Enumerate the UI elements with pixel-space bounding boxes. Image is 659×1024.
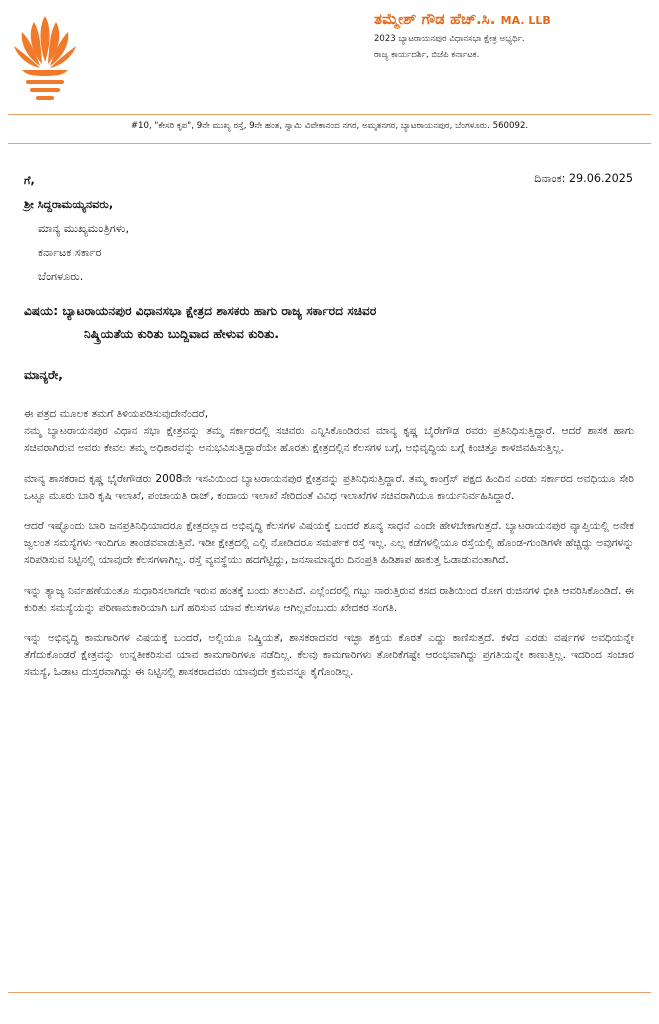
recipient-name: ಶ್ರೀ ಸಿದ್ದರಾಮಯ್ಯನವರು, [24, 198, 114, 211]
letterhead-address: #10, "ಕೇಸರಿ ಕೃಪ", 9ನೇ ಮುಖ್ಯ ರಸ್ತೆ, 9ನೇ ಹಂತ, ಸ್ವಾಮಿ ವಿವೇಕಾನಂದ ನಗರ, ಅಮೃತನಗರ, ಬ್ಯಾಟರಾಯನಪುರ, ಬೆಂಗಳೂರು. 560092. [130, 121, 529, 131]
body-paragraph: ನಮ್ಮ ಬ್ಯಾಟರಾಯನಪುರ ವಿಧಾನ ಸಭಾ ಕ್ಷೇತ್ರವನ್ನು ತಮ್ಮ ಸರ್ಕಾರದಲ್ಲಿ ಸಚಿವರು ಎನ್ನಿಸಿಕೊಂಡಿರುವ ಮಾನ್ಯ ಕೃಷ್ಣ ಬೈರೇಗೌಡ ರವರು ಪ್ರತಿನಿಧಿಸುತ್ತಿದ್ದಾರೆ. ಆದರೆ ಶಾಸಕ ಹಾಗು ಸಚಿವರಾಗಿರುವ ಅವರು ಕೇವಲ ತಮ್ಮ ಅಧಿಕಾರವನ್ನು ಅನುಭವಿಸುತ್ತಿದ್ದಾರೆಯೇ ಹೊರತು ಕ್ಷೇತ್ರದಲ್ಲಿನ ಕೆಲಸಗಳ ಬಗ್ಗೆ, ಅಭಿವೃದ್ಧಿಯ ಬಗ್ಗೆ ಕಿಂಚಿತ್ತೂ ಕಾಳಜಿವಹಿಸುತ್ತಿಲ್ಲ. [24, 425, 634, 455]
recipient-city: ಬೆಂಗಳೂರು. [38, 270, 84, 283]
header-divider [8, 114, 651, 115]
salutation: ಮಾನ್ಯರೇ, [24, 368, 63, 382]
to-label: ಗೆ, [24, 174, 35, 187]
subject-block [24, 300, 624, 346]
address-divider [8, 143, 651, 144]
recipient-block [24, 172, 129, 286]
footer-divider [8, 992, 651, 993]
body-paragraph: ಆದರೆ ಇಷ್ಟೊಂದು ಬಾರಿ ಜನಪ್ರತಿನಿಧಿಯಾದರೂ ಕ್ಷೇತ್ರದಲ್ಲಾದ ಅಭಿವೃದ್ಧಿ ಕೆಲಸಗಳ ವಿಷಯಕ್ಕೆ ಬಂದರೆ ಶೂನ್ಯ ಸಾಧನೆ ಎಂದೇ ಹೇಳಬೇಕಾಗುತ್ತದೆ. ಬ್ಯಾಟರಾಯನಪುರ ವ್ಯಾಪ್ತಿಯಲ್ಲಿ ಅನೇಕ ಜ್ವಲಂತ ಸಮಸ್ಯೆಗಳು ಇಂದಿಗೂ ತಾಂಡವವಾಡುತ್ತಿವೆ. ಇಡೀ ಕ್ಷೇತ್ರದಲ್ಲಿ ಎಲ್ಲಿ ನೋಡಿದರೂ ಸಮರ್ಪಕ ರಸ್ತೆ ಇಲ್ಲ. ಎಲ್ಲ ಕಡೆಗಳಲ್ಲಿಯೂ ರಸ್ತೆಯಲ್ಲಿ ಹೊಂಡ-ಗುಂಡಿಗಳೇ ಹೆಚ್ಚಿದ್ದು ಅವುಗಳನ್ನು ಸರಿಪಡಿಸುವ ನಿಟ್ಟಿನಲ್ಲಿ ಯಾವುದೇ ಕೆಲಸಗಳಾಗಿಲ್ಲ. ರಸ್ತೆ ವ್ಯವಸ್ಥೆಯು ಹದಗೆಟ್ಟಿದ್ದು, ಜನಸಾಮಾನ್ಯರು ದಿನಂಪ್ರತಿ ಹಿಡಿಶಾಪ ಹಾಕುತ್ತ ಓಡಾಡುವಂತಾಗಿದೆ. [24, 520, 634, 567]
letter-body [24, 406, 634, 695]
letterhead-name [374, 10, 551, 28]
letterhead-degree: MA. LLB [500, 14, 551, 27]
body-paragraph: ಮಾನ್ಯ ಶಾಸಕರಾದ ಕೃಷ್ಣ ಭೈರೇಗೌಡರು 2008ನೇ ಇಸವಿಯಿಂದ ಬ್ಯಾಟರಾಯನಪುರ ಕ್ಷೇತ್ರವನ್ನು ಪ್ರತಿನಿಧಿಸುತ್ತಿದ್ದಾರೆ. ತಮ್ಮ ಕಾಂಗ್ರೆಸ್ ಪಕ್ಷದ ಹಿಂದಿನ ಎರಡು ಸರ್ಕಾರದ ಅವಧಿಯೂ ಸೇರಿ ಒಟ್ಟೂ ಮೂರು ಬಾರಿ ಕೃಷಿ ಇಲಾಖೆ, ಪಂಚಾಯತಿ ರಾಜ್, ಕಂದಾಯ ಇಲಾಖೆ ಸೇರಿದಂತೆ ವಿವಿಧ ಇಲಾಖೆಗಳ ಸಚಿವರಾಗಿಯೂ ಕಾರ್ಯನಿರ್ವಹಿಸಿದ್ದಾರೆ. [24, 472, 634, 502]
body-paragraph: ಇನ್ನು ತ್ಯಾಜ್ಯ ನಿರ್ವಹಣೆಯಂತೂ ಸುಧಾರಿಸಲಾಗದೇ ಇರುವ ಹಂತಕ್ಕೆ ಬಂದು ತಲುಪಿದೆ. ಎಲ್ಲೆಂದರಲ್ಲಿ ಗಬ್ಬು ನಾರುತ್ತಿರುವ ಕಸದ ರಾಶಿಯಿಂದ ರೋಗ ರುಜಿನಗಳ ಭೀತಿ ಆವರಿಸಿಕೊಂಡಿದೆ. ಈ ಕುರಿತು ಸಮಸ್ಯೆಯನ್ನು ಪರಿಣಾಮಕಾರಿಯಾಗಿ ಬಗೆ ಹರಿಸುವ ಯಾವ ಕೆಲಸಗಳೂ ಆಗಿಲ್ಲವೆಂಬುದು ಖೇದಕರ ಸಂಗತಿ. [24, 584, 634, 614]
recipient-org: ಕರ್ನಾಟಕ ಸರ್ಕಾರ [38, 246, 102, 259]
body-paragraph: ಇನ್ನು ಅಭಿವೃದ್ಧಿ ಕಾಮಗಾರಿಗಳ ವಿಷಯಕ್ಕೆ ಬಂದರೆ, ಅಲ್ಲಿಯೂ ನಿಷ್ಕ್ರಿಯತೆ, ಶಾಸಕರಾದವರ ಇಚ್ಛಾ ಶಕ್ತಿಯ ಕೊರತೆ ಎದ್ದು ಕಾಣಿಸುತ್ತದೆ. ಕಳೆದ ಎರಡು ವರ್ಷಗಳ ಅವಧಿಯನ್ನೇ ತೆಗೆದುಕೊಂಡರೆ ಕ್ಷೇತ್ರವನ್ನು ಉನ್ನತೀಕರಿಸುವ ಯಾವ ಕಾಮಗಾರಿಗಳೂ ನಡೆದಿಲ್ಲ. ಕೆಲವು ಕಾಮಗಾರಿಗಳು ತೋರಿಕೆಗಷ್ಟೇ ಆರಂಭವಾಗಿದ್ದು ಪ್ರಗತಿಯನ್ನೇ ಕಾಣುತ್ತಿಲ್ಲ. ಇದರಿಂದ ಸಂಚಾರ ಸಮಸ್ಯೆ, ಓಡಾಟ ದುಸ್ತರವಾಗಿದ್ದು ಈ ನಿಟ್ಟಿನಲ್ಲಿ ಶಾಸಕರಾದವರು ಯಾವುದೇ ಕ್ರಮವನ್ನೂ ಕೈಗೊಂಡಿಲ್ಲ. [24, 632, 634, 679]
letterhead-line1: 2023 ಬ್ಯಾಟರಾಯನಪುರ ವಿಧಾನಸಭಾ ಕ್ಷೇತ್ರ ಅಭ್ಯರ್ಥಿ. [374, 34, 525, 44]
subject-line1: ವಿಷಯ: ಬ್ಯಾಟರಾಯನಪುರ ವಿಧಾನಸಭಾ ಕ್ಷೇತ್ರದ ಶಾಸಕರು ಹಾಗು ರಾಜ್ಯ ಸರ್ಕಾರದ ಸಚಿವರ [24, 304, 377, 318]
letter-date: ದಿನಾಂಕ: 29.06.2025 [534, 172, 633, 185]
letterhead-name-text: ತಮ್ಮೇಶ್ ಗೌಡ ಹೆಚ್.ಸಿ. [374, 10, 496, 28]
body-paragraph: ಈ ಪತ್ರದ ಮೂಲಕ ತಮಗೆ ತಿಳಿಯಪಡಿಸುವುದೇನೆಂದರೆ, [24, 408, 209, 420]
subject-line2: ನಿಷ್ಕ್ರಿಯತೆಯ ಕುರಿತು ಬುದ್ದಿವಾದ ಹೇಳುವ ಕುರಿತು. [84, 327, 279, 341]
recipient-title: ಮಾನ್ಯ ಮುಖ್ಯಮಂತ್ರಿಗಳು, [38, 222, 130, 235]
letterhead-line2: ರಾಜ್ಯ ಕಾರ್ಯದರ್ಶಿ, ಬಿಜೆಪಿ ಕರ್ನಾಟಕ. [374, 50, 480, 60]
lotus-logo-icon [12, 10, 78, 102]
